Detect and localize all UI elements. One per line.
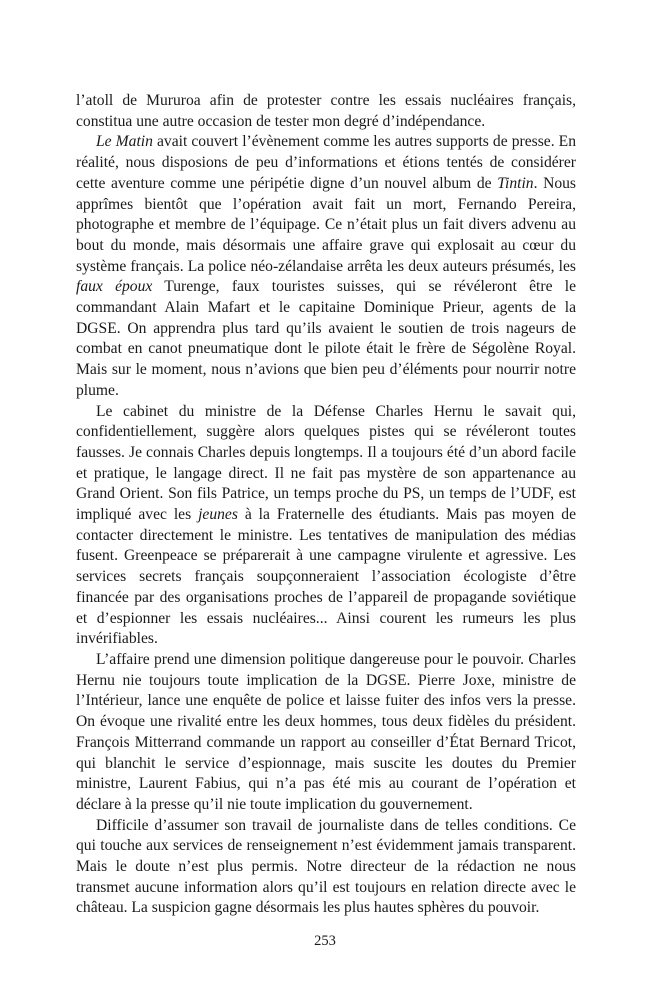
text-segment: l’atoll de Mururoa afin de protester contre les essais nucléaires français, constitua une autre occasion de tester mon degré d’indépendance. — [76, 92, 576, 130]
text-segment: Turenge, faux touristes suisses, qui se révéleront être le commandant Alain Mafart et le capitaine Dominique Prieur, agents de la DGSE. On apprendra plus tard qu’ils avaient le soutien de trois nageurs de combat en canot pneumatique dont le pilote était le frère de Ségolène Royal. Mais sur le moment, nous n’avions que bien peu d’éléments pour nourrir notre plume. — [76, 278, 577, 399]
italic-text: Tintin — [497, 174, 534, 192]
paragraph — [76, 91, 576, 132]
text-segment: Le cabinet du ministre de la Défense Charles Hernu le savait qui, confidentiellement, suggère alors quelques pistes qui se révéleront toutes fausses. Je connais Charles depuis longtemps. Il a toujours été d’un abord facile et pratique, le langage direct. Il ne fait pas mystère de son appartenance au Grand Orient. Son fils Patrice, un temps proche du PS, un temps de l’UDF, est impliqué avec les — [76, 402, 576, 524]
text-segment: Difficile d’assumer son travail de journaliste dans de telles conditions. Ce qui touche aux services de renseignement n’est évidemment jamais transparent. Mais le doute n’est plus permis. Notre directeur de la rédaction ne nous transmet aucune information alors qu’il est toujours en relation directe avec le château. La suspicion gagne désormais les plus hautes sphères du pouvoir. — [76, 816, 576, 917]
italic-text: jeunes — [198, 506, 238, 524]
page-body — [76, 91, 576, 919]
text-segment: à la Fraternelle des étudiants. Mais pas moyen de contacter directement le ministre. Les tentatives de manipulation des médias fusent. Greenpeace se préparerait à une campagne virulente et agressive. Les services secrets français soupçonneraient l’association écologiste d’être financée par des organisations proches de l’appareil de propagande soviétique et d’espionner les essais nucléaires... Ainsi courent les rumeurs les plus invérifiables. — [76, 506, 576, 648]
text-segment: L’affaire prend une dimension politique dangereuse pour le pouvoir. Charles Hernu nie toujours toute implication de la DGSE. Pierre Joxe, ministre de l’Intérieur, lance une enquête de police et laisse fuiter des infos vers la presse. On évoque une rivalité entre les deux hommes, tous deux fidèles du président. François Mitterrand commande un rapport au conseiller d’État Bernard Tricot, qui blanchit le service d’espionnage, mais suscite les doutes du Premier ministre, Laurent Fabius, qui n’a pas été mis au courant de l’opération et déclare à la presse qu’il nie toute implication du gouvernement. — [76, 650, 576, 813]
paragraphs-container — [76, 91, 576, 919]
paragraph — [76, 402, 576, 650]
text-segment: avait couvert l’évènement comme les autres supports de presse. En réalité, nous disposions de peu d’informations et étions tentés de considérer cette aventure comme une péripétie digne d’un nouvel album de — [76, 133, 576, 192]
text-segment: . Nous apprîmes bientôt que l’opération avait fait un mort, Fernando Pereira, photographe et membre de l’équipage. Ce n’était plus un fait divers advenu au bout du monde, mais désormais une affaire grave qui explosait au cœur du système français. La police néo-zélandaise arrêta les deux auteurs présumés, les — [76, 174, 576, 275]
paragraph — [76, 816, 576, 920]
paragraph — [76, 650, 576, 816]
italic-text: faux époux — [76, 278, 153, 296]
page-number: 253 — [314, 933, 336, 949]
paragraph — [76, 132, 576, 401]
italic-text: Le Matin — [96, 133, 153, 151]
